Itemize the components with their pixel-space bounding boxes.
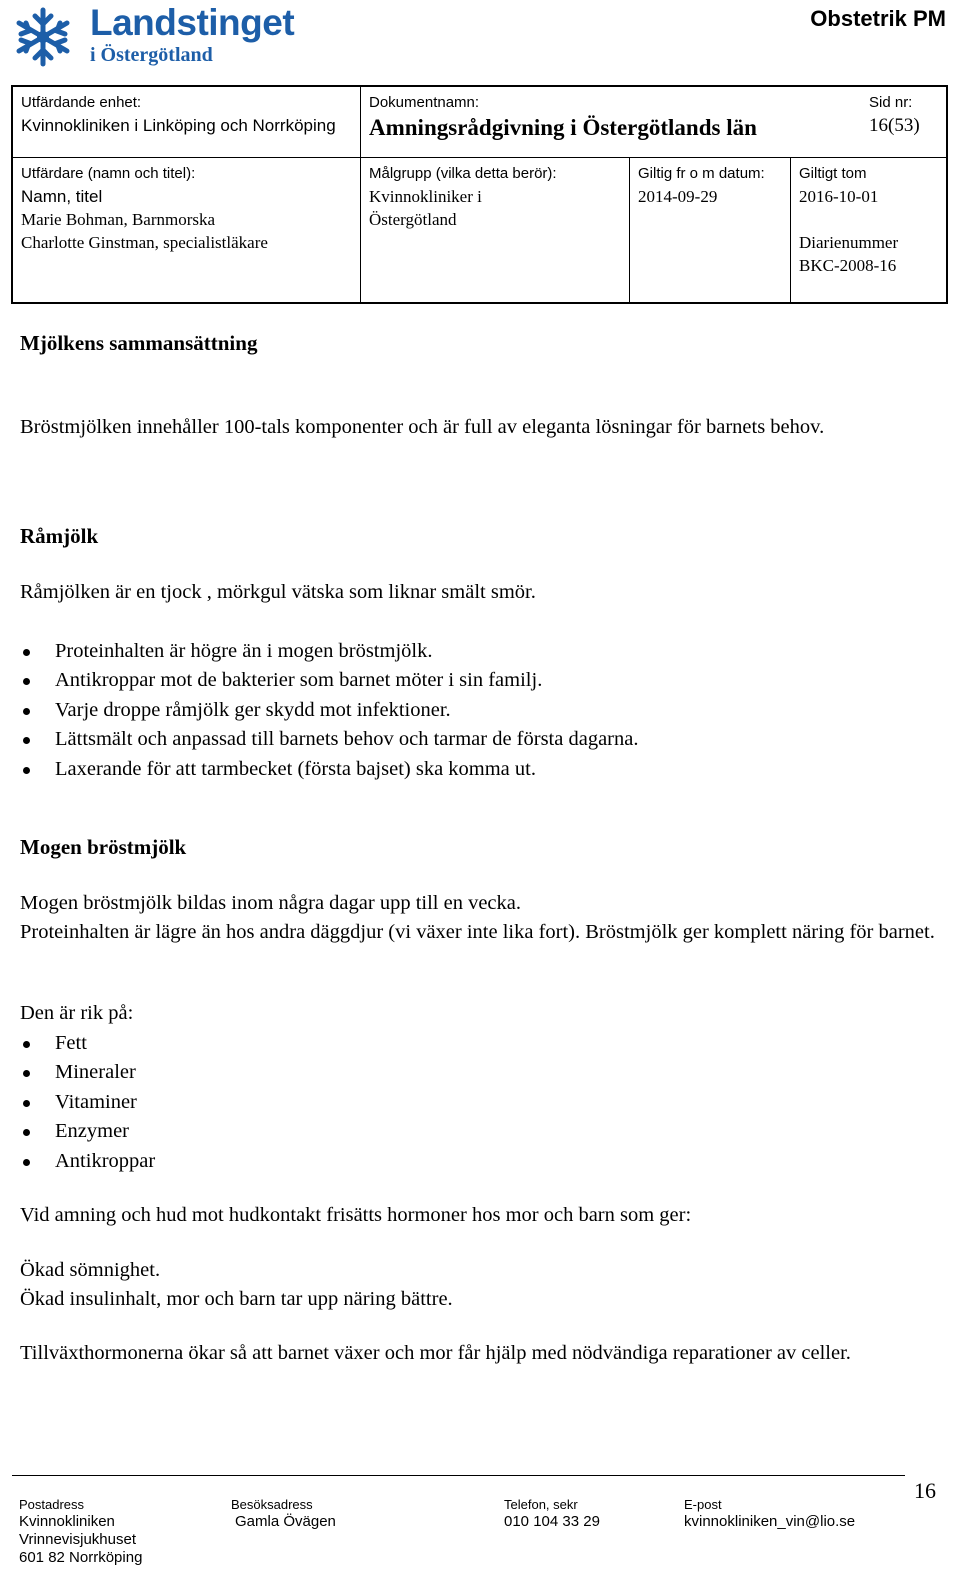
list-item: Proteinhalten är högre än i mogen bröstmjölk. xyxy=(20,637,638,666)
paragraph: Bröstmjölken innehåller 100-tals komponenter och är full av eleganta lösningar för barnets behov. xyxy=(20,416,825,438)
paragraph: Tillväxthormonerna ökar så att barnet växer och mor får hjälp med nödvändiga reparationer av celler. xyxy=(20,1342,851,1364)
footer-email xyxy=(684,1496,855,1531)
logo-title: Landstinget xyxy=(90,2,295,43)
footer-divider xyxy=(12,1475,905,1476)
document-name-value: Amningsrådgivning i Östergötlands län xyxy=(369,115,757,140)
issuer-line: Marie Bohman, Barnmorska xyxy=(21,210,216,229)
paragraph: Mogen bröstmjölk bildas inom några dagar upp till en vecka. xyxy=(20,892,521,914)
list-item: Vitaminer xyxy=(20,1088,155,1117)
issuer-line: Namn, titel xyxy=(21,187,103,206)
issuer-label: Utfärdare (namn och titel): xyxy=(21,165,196,182)
paragraph: Råmjölken är en tjock , mörkgul vätska som liknar smält smör. xyxy=(20,581,536,603)
list-item: Varje droppe råmjölk ger skydd mot infektioner. xyxy=(20,696,638,725)
snowflake-emblem-icon xyxy=(10,4,76,70)
postal-line: Kvinnokliniken xyxy=(19,1513,115,1530)
valid-from-value: 2014-09-29 xyxy=(638,187,718,206)
paragraph: Vid amning och hud mot hudkontakt frisätts hormoner hos mor och barn som ger: xyxy=(20,1204,692,1226)
diary-number-label: Diarienummer xyxy=(799,233,899,252)
postal-line: Vrinnevisjukhuset xyxy=(19,1531,137,1548)
valid-to-value: 2016-10-01 xyxy=(799,187,879,206)
paragraph: Ökad insulinhalt, mor och barn tar upp näring bättre. xyxy=(20,1288,453,1310)
phone-value: 010 104 33 29 xyxy=(504,1513,600,1530)
issuing-unit-label: Utfärdande enhet: xyxy=(21,94,142,111)
email-value: kvinnokliniken_vin@lio.se xyxy=(684,1513,856,1530)
page-number-value: 16(53) xyxy=(869,115,920,136)
visit-label: Besöksadress xyxy=(231,1497,313,1512)
section-title: Råmjölk xyxy=(20,524,99,548)
email-label: E-post xyxy=(684,1497,722,1512)
footer-phone xyxy=(504,1496,600,1531)
section-title: Mogen bröstmjölk xyxy=(20,835,187,859)
issuer-line: Charlotte Ginstman, specialistläkare xyxy=(21,233,268,252)
paragraph: Den är rik på: xyxy=(20,1002,134,1024)
list-item: Laxerande för att tarmbecket (första bajset) ska komma ut. xyxy=(20,755,638,784)
visit-value: Gamla Övägen xyxy=(235,1513,336,1530)
section-title: Mjölkens sammansättning xyxy=(20,331,258,355)
page-number-label: Sid nr: xyxy=(869,94,913,111)
paragraph: Proteinhalten är lägre än hos andra däggdjur (vi växer inte lika fort). Bröstmjölk ger komplett näring för barnet. xyxy=(20,921,935,943)
diary-number-value: BKC-2008-16 xyxy=(799,256,897,275)
paragraph: Ökad sömnighet. xyxy=(20,1259,161,1281)
list-item: Fett xyxy=(20,1029,155,1058)
target-group-value: Kvinnokliniker i Östergötland xyxy=(369,187,482,229)
logo-subtitle: i Östergötland xyxy=(90,44,213,66)
valid-to-label: Giltigt tom xyxy=(799,165,867,182)
list-item: Mineraler xyxy=(20,1058,155,1087)
document-name-label: Dokumentnamn: xyxy=(369,94,480,111)
valid-from-label: Giltig fr o m datum: xyxy=(638,165,765,182)
footer-page-number: 16 xyxy=(914,1478,936,1503)
issuing-unit-value: Kvinnokliniken i Linköping och Norrköping xyxy=(21,116,336,135)
document-metadata-table xyxy=(11,85,948,304)
list-item: Enzymer xyxy=(20,1117,155,1146)
list-item: Lättsmält och anpassad till barnets behov och tarmar de första dagarna. xyxy=(20,725,638,754)
list-item: Antikroppar xyxy=(20,1147,155,1176)
postal-line: 601 82 Norrköping xyxy=(19,1549,143,1566)
footer-visit-address xyxy=(231,1496,336,1531)
postal-label: Postadress xyxy=(19,1497,85,1512)
footer-postal-address xyxy=(19,1496,142,1567)
target-group-label: Målgrupp (vilka detta berör): xyxy=(369,165,557,182)
colostrum-bullet-list xyxy=(20,637,638,784)
document-category: Obstetrik PM xyxy=(810,6,946,31)
phone-label: Telefon, sekr xyxy=(504,1497,578,1512)
nutrient-bullet-list xyxy=(20,1029,155,1176)
organization-logo xyxy=(10,2,300,72)
list-item: Antikroppar mot de bakterier som barnet möter i sin familj. xyxy=(20,666,638,695)
